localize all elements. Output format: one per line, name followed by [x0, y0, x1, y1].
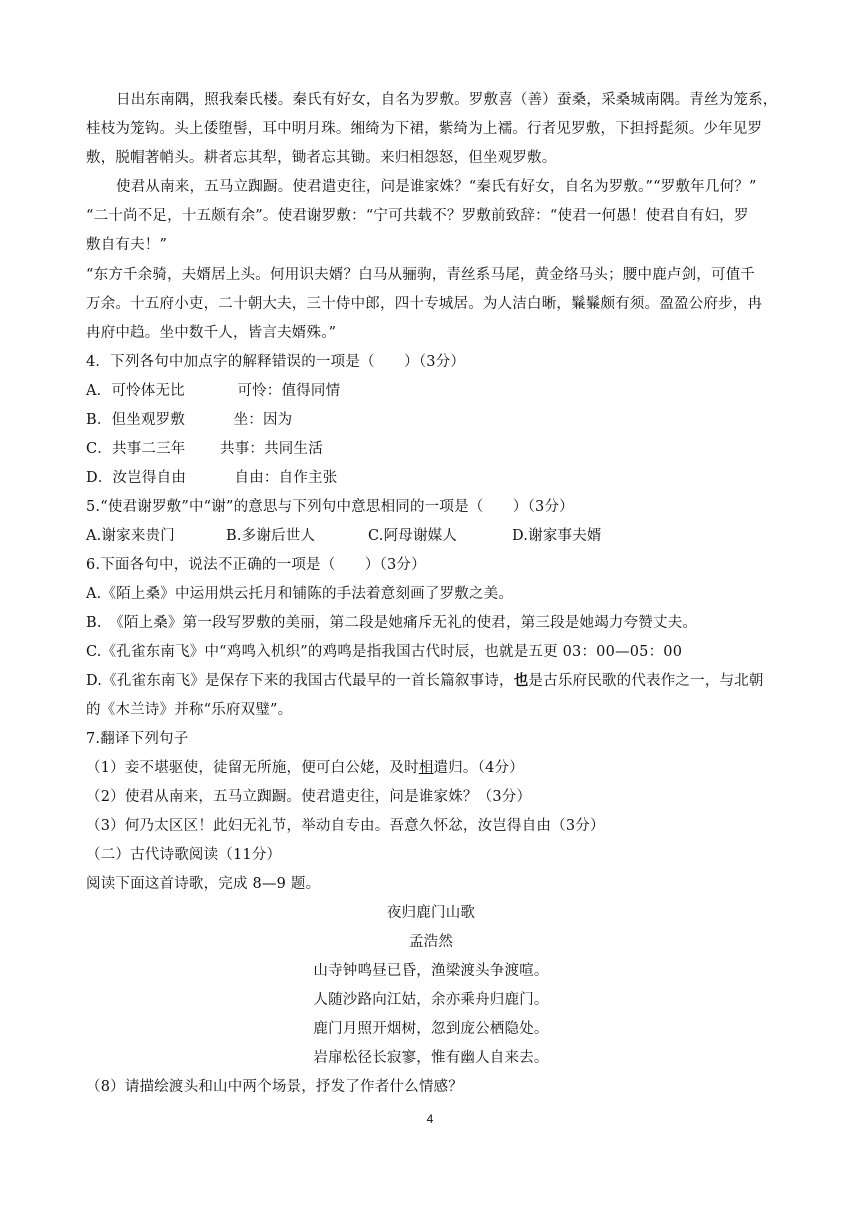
poem-line: 山寺钟鸣昼已昏，渔梁渡头争渡喧。	[313, 963, 549, 979]
question-7-sentence-3: （3）何乃太区区！此妇无礼节，举动自专由。吾意久怀忿，汝岂得自由（3分）	[86, 818, 605, 834]
passage-p1-line: 桂枝为笼钩。头上倭堕髻，耳中明月珠。缃绮为下裙，紫绮为上襦。行者见罗敷，下担捋髭须。少年见罗	[86, 121, 763, 137]
passage-p3-line: 冉府中趋。坐中数千人，皆言夫婿殊。”	[86, 325, 337, 341]
option-gloss: 坐：因为	[233, 412, 293, 428]
question-5-stem: 5.“使君谢罗敷”中“谢”的意思与下列句中意思相同的一项是（ ）（3分）	[86, 499, 574, 515]
section-instruction: 阅读下面这首诗歌，完成 8—9 题。	[86, 876, 321, 892]
option-gloss: 自由：自作主张	[234, 470, 338, 486]
question-4-option-a	[86, 381, 786, 401]
poem-line: 岩扉松径长寂寥，惟有幽人自来去。	[313, 1050, 549, 1066]
option-sentence: 但坐观罗敷	[111, 412, 186, 428]
page-number: 4	[426, 1112, 434, 1126]
question-7-sentence-1	[86, 758, 786, 778]
option-sentence: 共事二三年	[112, 441, 186, 457]
passage-p2-line: 敷自有夫！”	[86, 237, 168, 253]
option-sentence: 可怜体无比	[111, 383, 185, 399]
passage-p2-line: 使君从南来，五马立踟蹰。使君遣吏往，问是谁家姝？“秦氏有好女，自名为罗敷。”“罗敷年几何？”	[116, 179, 757, 195]
question-8-stem: （8）请描绘渡头和山中两个场景，抒发了作者什么情感？	[86, 1079, 463, 1095]
text-span: 遣归。（4分）	[433, 760, 524, 776]
option-gloss: 共事：共同生活	[220, 441, 323, 457]
poem-line: 鹿门月照开烟树，忽到庞公栖隐处。	[313, 1021, 549, 1037]
question-6-option-c: C.《孔雀东南飞》中“鸡鸣入机织”的鸡鸣是指我国古代时辰，也就是五更 03：00—05：00	[86, 644, 683, 660]
option-letter: A．	[86, 383, 112, 399]
question-5-option-a: A.谢家来贵门	[86, 528, 175, 544]
passage-p1-line: 日出东南隅，照我秦氏楼。秦氏有好女，自名为罗敷。罗敷喜（善）蚕桑，采桑城南隅。青丝为笼系，	[116, 92, 778, 108]
option-sentence: 汝岂得自由	[112, 470, 187, 486]
passage-p3-line: “东方千余骑，夫婿居上头。何用识夫婿？白马从骊驹，青丝系马尾，黄金络马头；腰中鹿卢剑，可值千	[86, 267, 756, 283]
question-5-options	[86, 526, 786, 546]
option-letter: D．	[86, 470, 113, 486]
passage-p1-line: 敷，脱帽著帩头。耕者忘其犁，锄者忘其锄。来归相怨怒，但坐观罗敷。	[86, 150, 557, 166]
underlined-character: 相	[418, 760, 434, 776]
poem-author: 孟浩然	[408, 934, 454, 950]
question-4-option-b	[86, 410, 786, 430]
poem-title: 夜归鹿门山歌	[386, 905, 476, 921]
option-letter: B．	[86, 412, 112, 428]
option-letter: C．	[86, 441, 112, 457]
question-6-option-a: A.《陌上桑》中运用烘云托月和铺陈的手法着意刻画了罗敷之美。	[86, 586, 514, 602]
poem-line: 人随沙路向江姑，余亦乘舟归鹿门。	[313, 992, 549, 1008]
passage-p2-line: “二十尚不足，十五颇有余”。使君谢罗敷：“宁可共载不？罗敷前致辞：“使君一何愚！使君自有妇，罗	[86, 208, 749, 224]
bold-emphasis: 也	[513, 672, 529, 689]
section-heading: （二）古代诗歌阅读（11分）	[86, 847, 282, 863]
question-7-stem: 7.翻译下列句子	[86, 731, 189, 747]
question-6-stem: 6.下面各句中，说法不正确的一项是（ ）（3分）	[86, 557, 426, 573]
question-5-option-d: D.谢家事夫婿	[512, 528, 602, 544]
text-span: D.《孔雀东南飞》是保存下来的我国古代最早的一首长篇叙事诗，	[86, 673, 514, 689]
question-4-option-d	[86, 468, 786, 488]
question-6-option-d	[86, 671, 786, 691]
text-span: 是古乐府民歌的代表作之一，与北朝	[528, 673, 764, 689]
question-5-option-b: B.多谢后世人	[226, 528, 316, 544]
question-6-option-d-cont: 的《木兰诗》并称“乐府双璧”。	[86, 702, 293, 718]
question-7-sentence-2: （2）使君从南来，五马立踟蹰。使君遣吏往，问是谁家姝？（3分）	[86, 789, 532, 805]
text-span: （1）妾不堪驱使，徒留无所施，便可白公姥，及时	[86, 760, 419, 776]
passage-p3-line: 万余。十五府小吏，二十朝大夫，三十侍中郎，四十专城居。为人洁白晰，鬑鬑颇有须。盈盈公府步，冉	[86, 296, 763, 312]
option-gloss: 可怜：值得同情	[237, 383, 341, 399]
question-4-option-c	[86, 439, 786, 459]
question-4-stem: 4．下列各句中加点字的解释错误的一项是（ ）（3分）	[86, 354, 466, 370]
question-6-option-b: B. 《陌上桑》第一段写罗敷的美丽，第二段是她痛斥无礼的使君，第三段是她竭力夸赞丈夫。	[86, 615, 698, 631]
question-5-option-c: C.阿母谢媒人	[368, 528, 458, 544]
